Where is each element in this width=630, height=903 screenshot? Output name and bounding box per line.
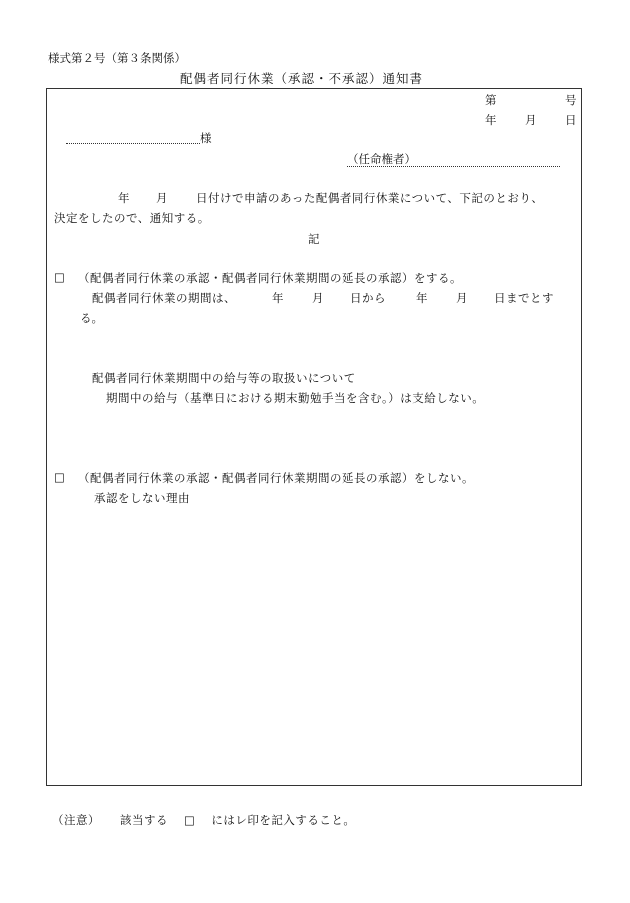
period-from: 日から [350,291,386,305]
date-month-label: 月 [525,113,537,127]
deny-label: （配偶者同行休業の承認・配偶者同行休業期間の延長の承認）をしない。 [78,471,474,485]
note-label: （注意） [52,813,100,827]
note-checkbox-glyph: □ [184,813,196,827]
ki-heading: 記 [308,232,320,246]
form-number: 様式第２号（第３条関係） [48,51,186,65]
salary-text: 期間中の給与（基準日における期末勤勉手当を含む。）は支給しない。 [106,391,485,405]
authority-line[interactable] [347,166,560,167]
approve-checkbox[interactable]: □ [54,270,65,284]
document-title: 配偶者同行休業（承認・不承認）通知書 [180,71,424,86]
authority-label: （任命権者） [347,152,416,166]
intro-line-1 [118,190,543,206]
period-month1: 月 [312,291,324,305]
date-day-label: 日 [565,113,577,127]
doc-number-suffix: 号 [565,93,577,107]
intro-year-label: 年 [118,191,130,205]
approve-label: （配偶者同行休業の承認・配偶者同行休業期間の延長の承認）をする。 [78,271,462,285]
addressee-line[interactable] [66,143,200,144]
intro-text: 日付けで申請のあった配偶者同行休業について、下記のとおり、 [196,191,544,205]
deny-reason-label: 承認をしない理由 [94,491,190,505]
addressee-suffix: 様 [200,131,212,145]
intro-line-2: 決定をしたので、通知する。 [54,211,210,225]
intro-month-label: 月 [156,191,168,205]
date-year-label: 年 [485,113,497,127]
note-after: にはレ印を記入すること。 [211,813,356,827]
doc-number-prefix: 第 [485,93,497,107]
period-until: 日までとす [494,291,554,305]
period-month2: 月 [456,291,468,305]
note-before: 該当する [120,813,168,827]
period-year1: 年 [272,291,284,305]
period-year2: 年 [416,291,428,305]
period-line-end: る。 [80,311,103,325]
salary-heading: 配偶者同行休業期間中の給与等の取扱いについて [92,371,356,385]
deny-checkbox[interactable]: □ [54,470,65,484]
period-start-text: 配偶者同行休業の期間は、 [92,291,236,305]
period-line [92,290,554,306]
note-line [52,812,355,828]
